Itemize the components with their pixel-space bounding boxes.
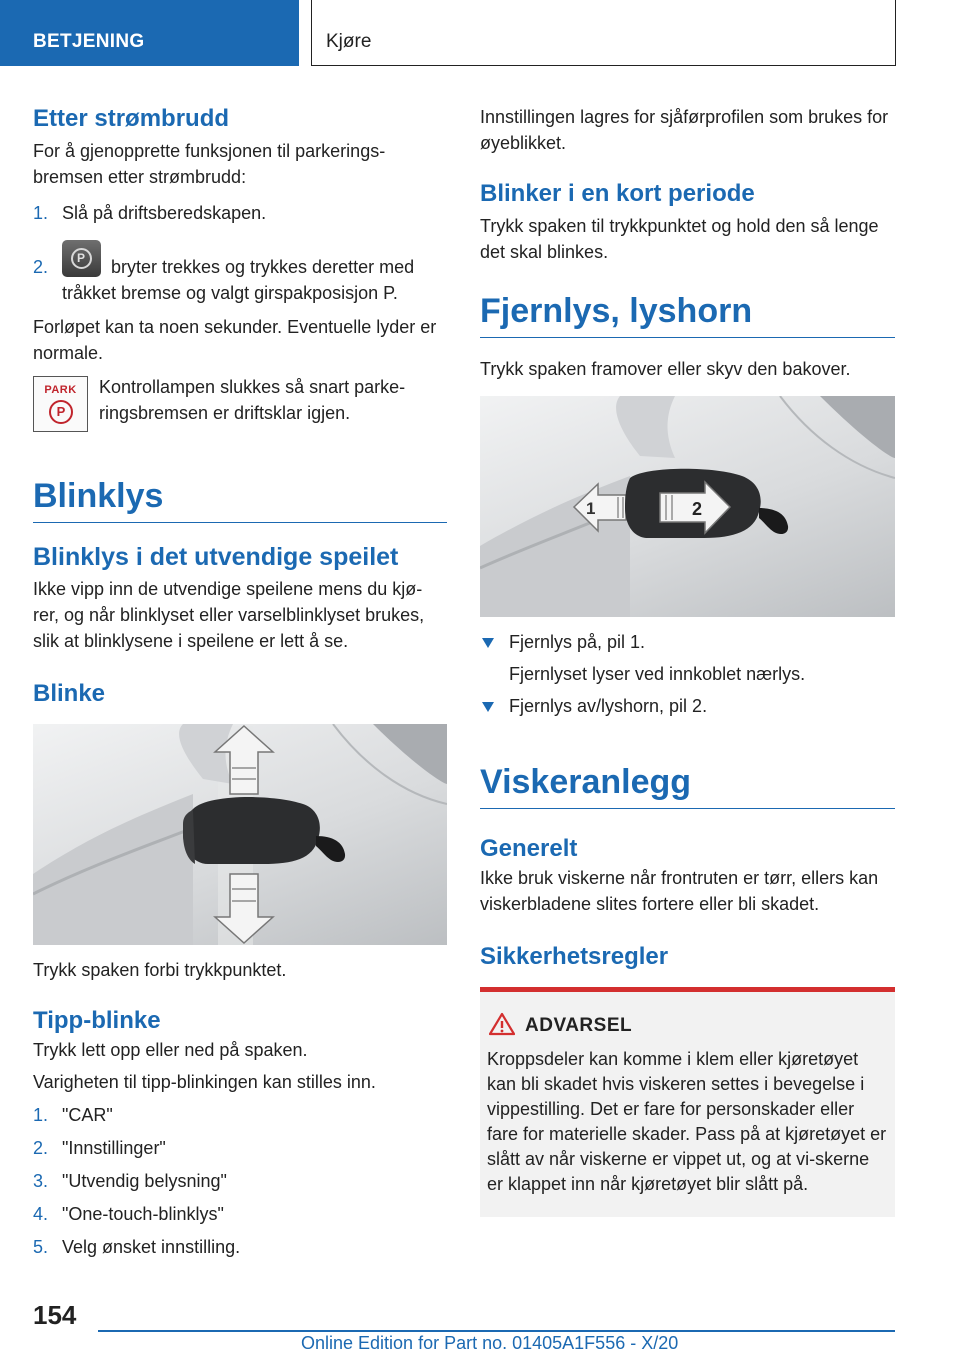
list-text: Velg ønsket innstilling. [62,1236,241,1257]
list-text: "Utvendig belysning" [62,1170,227,1191]
list-item [33,240,447,306]
etter-note: Forløpet kan ta noen sekunder. Eventuelle lyder er normale. [33,316,437,363]
list-item [33,200,447,226]
park-warning-icon [33,376,88,432]
lever-vertical-arrows-icon [33,724,447,945]
parking-brake-letter: P [77,250,86,265]
etter-intro: For å gjenopprette funksjonen til parkerings-bremsen etter strømbrudd: [33,140,386,187]
list-text: "CAR" [62,1104,113,1125]
triangle-bullet-icon [482,638,494,648]
list-subtext: Fjernlyset lyser ved innkoblet nærlys. [509,663,806,684]
blinke-caption: Trykk spaken forbi trykkpunktet. [33,959,287,980]
fjern-heading: Fjernlys, lyshorn [480,294,895,338]
right-column [480,104,895,1217]
list-text: bryter trekkes og trykkes deretter med tråkket bremse og valgt girspakposisjon P. [62,256,415,303]
park-indicator-text: Kontrollampen slukkes så snart parke-ringsbremsen er driftsklar igjen. [99,376,406,423]
tipp-text-2: Varigheten til tipp-blinkingen kan stilles inn. [33,1071,376,1092]
list-item [480,629,895,655]
visker-heading: Viskeranlegg [480,765,895,809]
speilet-text: Ikke vipp inn de utvendige speilene mens du kjø-rer, og når blinklyset eller varselblinklyset brukes, slik at blinklysene i speilene er lett å se. [33,579,425,652]
tipp-text-1: Trykk lett opp eller ned på spaken. [33,1039,308,1060]
footer-edition: Online Edition for Part no. 01405A1F556 - X/20 [301,1333,679,1353]
warning-triangle-icon [489,1012,515,1036]
generelt-text: Ikke bruk viskerne når frontruten er tørr, ellers kan viskerbladene slites fortere eller bli skadet. [480,868,879,915]
list-number: 1. [33,1104,49,1125]
list-item [33,1168,447,1194]
tipp-heading: Tipp-blinke [33,1006,161,1034]
list-number: 2. [33,256,49,277]
list-number: 2. [33,1137,49,1158]
sikker-heading: Sikkerhetsregler [480,943,669,971]
section-label: BETJENING [33,31,145,52]
fjern-list [480,629,895,719]
list-item [33,1201,447,1227]
list-item [33,1102,447,1128]
section-tab [0,0,299,66]
park-icon-label: PARK [44,383,77,396]
arrow-2-label: 2 [692,498,703,519]
page-number: 154 [33,1300,77,1330]
warning-title: ADVARSEL [525,1014,633,1036]
warning-title-row [487,1013,887,1039]
kort-text: Trykk spaken til trykkpunktet og hold den så lenge det skal blinkes. [480,215,879,262]
park-icon-letter: P [49,400,73,424]
speilet-heading: Blinklys i det utvendige speilet [33,542,399,571]
chapter-tab [311,0,896,66]
footer-divider [98,1330,895,1332]
list-item [33,1135,447,1161]
arrow-1-label: 1 [586,498,596,518]
list-number: 1. [33,202,49,223]
kort-heading: Blinker i en kort periode [480,180,755,207]
high-beam-lever-illustration [480,396,895,617]
list-text: Fjernlys på, pil 1. [509,631,646,652]
list-number: 5. [33,1236,49,1257]
list-text: Fjernlys av/lyshorn, pil 2. [509,695,708,716]
list-text: Slå på driftsberedskapen. [62,202,267,223]
warning-box [480,987,895,1217]
blinke-heading: Blinke [33,680,106,708]
list-text: "One-touch-blinklys" [62,1203,224,1224]
left-column [33,100,447,1260]
park-indicator-block [33,376,447,436]
parking-brake-button-icon [62,240,101,277]
etter-heading: Etter strømbrudd [33,105,230,132]
generelt-heading: Generelt [480,834,578,862]
list-text: "Innstillinger" [62,1137,166,1158]
list-number: 4. [33,1203,49,1224]
blinklys-heading: Blinklys [33,479,447,523]
list-item [33,1234,447,1260]
saved-text: Innstillingen lagres for sjåførprofilen som brukes for øyeblikket. [480,107,889,153]
list-number: 3. [33,1170,49,1191]
chapter-label: Kjøre [326,31,372,52]
turn-signal-lever-illustration [33,724,447,945]
tipp-steps-list [33,1102,447,1260]
lever-horizontal-arrows-icon [480,396,895,617]
fjern-text: Trykk spaken framover eller skyv den bakover. [480,358,851,379]
triangle-bullet-icon [482,702,494,712]
warning-text: Kroppsdeler kan komme i klem eller kjøretøyet kan bli skadet hvis viskeren settes i bevegelse i vippestilling. Det er fare for personskader eller fare for materielle skader. Pass på at kjøretøyet er slått av når viskerne er vippet ut, og at vi-skerne er klappet inn når kjøretøyet blir slått på. [487,1048,887,1194]
list-item [480,693,895,719]
